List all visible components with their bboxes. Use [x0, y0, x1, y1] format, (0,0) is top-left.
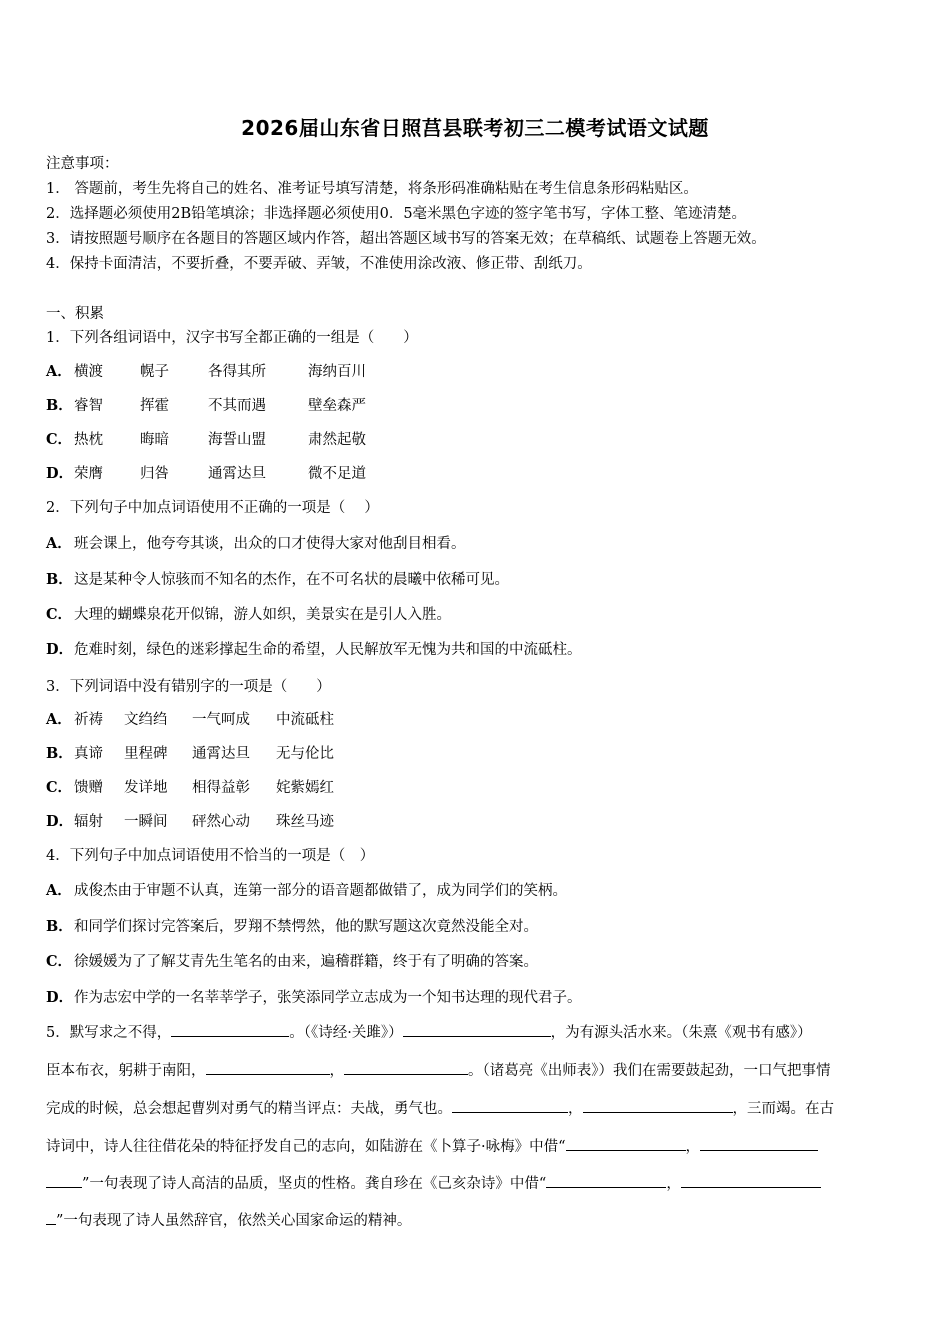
option-label: D．	[46, 641, 74, 658]
q5-text: 臣本布衣，躬耕于南阳，	[46, 1063, 206, 1079]
q5-text: ”一句表现了诗人高洁的品质，坚贞的性格。龚自珍在《己亥杂诗》中借“	[82, 1176, 547, 1192]
q2-option-a[interactable]	[46, 532, 466, 553]
option-text: 大理的蝴蝶泉花开似锦，游人如织，美景实在是引人入胜。	[74, 607, 451, 623]
option-text: 徐媛媛为了了解艾青先生笔名的由来，遍稽群籍，终于有了明确的答案。	[74, 954, 538, 970]
option-text: 班会课上，他夸夸其谈，出众的口才使得大家对他刮目相看。	[74, 536, 466, 552]
word: 荣膺	[74, 466, 103, 482]
question-5-line-2	[46, 1059, 906, 1080]
option-label: A．	[46, 711, 72, 728]
notice-heading: 注意事项：	[46, 156, 119, 172]
question-2-stem: 2．下列句子中加点词语使用不正确的一项是（ ）	[46, 500, 379, 516]
q3-option-c[interactable]	[46, 776, 334, 797]
answer-blank[interactable]	[403, 1022, 551, 1037]
q1-option-c[interactable]	[46, 428, 366, 449]
word: 真谛	[74, 746, 103, 762]
option-text: 和同学们探讨完答案后，罗翔不禁愕然，他的默写题这次竟然没能全对。	[74, 919, 538, 935]
section-heading: 一、积累	[46, 306, 104, 322]
answer-blank[interactable]	[546, 1173, 666, 1188]
q4-option-c[interactable]	[46, 950, 538, 971]
word: 晦暗	[140, 432, 169, 448]
word: 中流砥柱	[276, 712, 334, 728]
word: 一气呵成	[192, 712, 250, 728]
option-label: D．	[46, 989, 74, 1006]
answer-blank[interactable]	[452, 1098, 568, 1113]
word: 姹紫嫣红	[276, 780, 334, 796]
word: 睿智	[74, 398, 103, 414]
word: 馈赠	[74, 780, 103, 796]
word: 热枕	[74, 432, 103, 448]
q1-option-d[interactable]	[46, 462, 366, 483]
word: 壁垒森严	[308, 398, 366, 414]
notice-item-2: 2．选择题必须使用2B铅笔填涂；非选择题必须使用0．5毫米黑色字迹的签字笔书写，字体工整、笔迹清楚。	[46, 206, 747, 222]
q5-text: 完成的时候，总会想起曹刿对勇气的精当评点：夫战，勇气也。	[46, 1101, 452, 1117]
answer-blank[interactable]	[171, 1022, 289, 1037]
option-text: 危难时刻，绿色的迷彩撑起生命的希望，人民解放军无愧为共和国的中流砥柱。	[74, 642, 582, 658]
q2-option-d[interactable]	[46, 638, 582, 659]
word: 辐射	[74, 814, 103, 830]
word: 归咎	[140, 466, 169, 482]
option-label: C．	[46, 431, 73, 448]
word: 砰然心动	[192, 814, 250, 830]
option-text: 成俊杰由于审题不认真，连第一部分的语音题都做错了，成为同学们的笑柄。	[74, 883, 567, 899]
answer-blank[interactable]	[583, 1098, 733, 1113]
q5-text: ，	[568, 1101, 583, 1117]
page-title: 2026届山东省日照莒县联考初三二模考试语文试题	[241, 116, 709, 140]
question-4-stem: 4．下列句子中加点词语使用不恰当的一项是（ ）	[46, 848, 375, 864]
answer-blank[interactable]	[46, 1173, 82, 1188]
option-label: B．	[46, 571, 73, 588]
word: 海誓山盟	[208, 432, 266, 448]
q5-text: ，为有源头活水来。（朱熹《观书有感》）	[550, 1025, 812, 1041]
q4-option-b[interactable]	[46, 915, 538, 936]
q5-text: ，	[685, 1139, 701, 1155]
option-text: 作为志宏中学的一名莘莘学子，张笑添同学立志成为一个知书达理的现代君子。	[74, 990, 582, 1006]
option-label: D．	[46, 813, 74, 830]
word: 文绉绉	[124, 712, 168, 728]
question-5-line-1	[46, 1021, 906, 1042]
q5-text: ”一句表现了诗人虽然辞官，依然关心国家命运的精神。	[56, 1213, 412, 1229]
word: 挥霍	[140, 398, 169, 414]
word: 各得其所	[208, 364, 266, 380]
answer-blank[interactable]	[46, 1210, 56, 1225]
question-5-line-4	[46, 1135, 906, 1156]
q5-text: ，	[329, 1063, 344, 1079]
word: 幌子	[140, 364, 169, 380]
option-label: C．	[46, 953, 73, 970]
option-label: C．	[46, 779, 73, 796]
word: 通霄达旦	[192, 746, 250, 762]
q1-option-a[interactable]	[46, 360, 366, 381]
q3-option-a[interactable]	[46, 708, 334, 729]
question-5-line-3	[46, 1097, 906, 1118]
word: 祈祷	[74, 712, 103, 728]
q2-option-b[interactable]	[46, 568, 509, 589]
q1-option-b[interactable]	[46, 394, 366, 415]
option-label: A．	[46, 535, 72, 552]
word: 一瞬间	[124, 814, 168, 830]
option-label: D．	[46, 465, 74, 482]
question-1-stem: 1．下列各组词语中，汉字书写全都正确的一组是（ ）	[46, 330, 418, 346]
answer-blank[interactable]	[206, 1060, 330, 1075]
answer-blank[interactable]	[566, 1136, 686, 1151]
option-label: A．	[46, 882, 72, 899]
word: 里程碑	[124, 746, 168, 762]
option-label: B．	[46, 397, 73, 414]
option-label: B．	[46, 745, 73, 762]
notice-item-1: 1． 答题前，考生先将自己的姓名、准考证号填写清楚，将条形码准确粘贴在考生信息条形码粘贴区。	[46, 181, 698, 197]
word: 相得益彰	[192, 780, 250, 796]
word: 通霄达旦	[208, 466, 266, 482]
q5-text: 。（《诗经·关雎》）	[289, 1025, 403, 1041]
q5-text: 。（诸葛亮《出师表》）我们在需要鼓起劲，一口气把事情	[468, 1063, 831, 1079]
q3-option-d[interactable]	[46, 810, 334, 831]
question-3-stem: 3．下列词语中没有错别字的一项是（ ）	[46, 679, 331, 695]
word: 海纳百川	[308, 364, 366, 380]
q5-text: 5．默写求之不得，	[46, 1025, 172, 1041]
word: 横渡	[74, 364, 103, 380]
word: 不其而遇	[208, 398, 266, 414]
q5-text: ，三而竭。在古	[732, 1101, 834, 1117]
word: 微不足道	[308, 466, 366, 482]
q5-text: 诗词中，诗人往往借花朵的特征抒发自己的志向，如陆游在《卜算子·咏梅》中借“	[46, 1139, 566, 1155]
notice-item-3: 3．请按照题号顺序在各题目的答题区域内作答，超出答题区域书写的答案无效；在草稿纸、试题卷上答题无效。	[46, 231, 766, 247]
q4-option-a[interactable]	[46, 879, 567, 900]
answer-blank[interactable]	[681, 1173, 821, 1188]
q2-option-c[interactable]	[46, 603, 451, 624]
q4-option-d[interactable]	[46, 986, 582, 1007]
q5-text: ，	[666, 1176, 681, 1192]
word: 珠丝马迹	[276, 814, 334, 830]
notice-item-4: 4．保持卡面清洁，不要折叠，不要弄破、弄皱，不准使用涂改液、修正带、刮纸刀。	[46, 256, 592, 272]
question-5-line-6	[46, 1209, 906, 1230]
word: 肃然起敬	[308, 432, 366, 448]
answer-blank[interactable]	[700, 1136, 818, 1151]
option-label: C．	[46, 606, 73, 623]
q3-option-b[interactable]	[46, 742, 334, 763]
option-text: 这是某种令人惊骇而不知名的杰作，在不可名状的晨曦中依稀可见。	[74, 572, 509, 588]
answer-blank[interactable]	[344, 1060, 468, 1075]
option-label: A．	[46, 363, 72, 380]
word: 无与伦比	[276, 746, 334, 762]
word: 发详地	[124, 780, 168, 796]
option-label: B．	[46, 918, 73, 935]
question-5-line-5	[46, 1172, 906, 1193]
